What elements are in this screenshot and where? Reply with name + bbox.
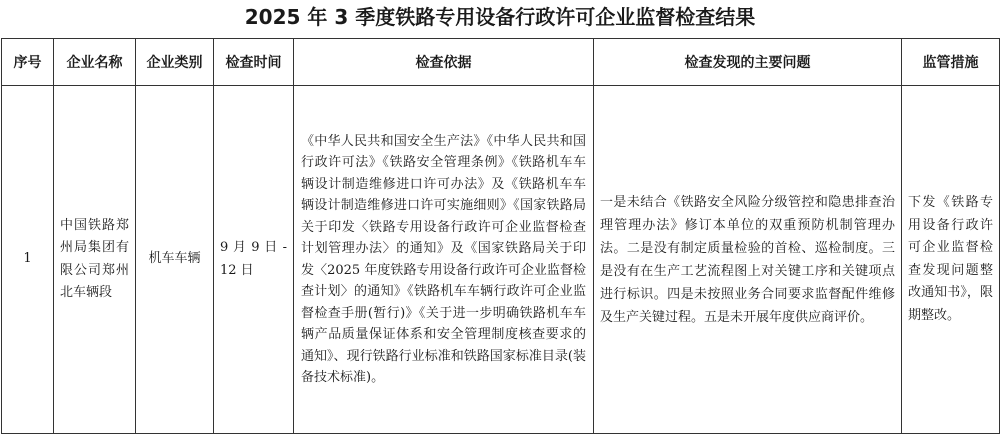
table-row: [2, 86, 1000, 434]
cell-company: 中国铁路郑州局集团有限公司郑州北车辆段: [54, 86, 136, 434]
header-company: 企业名称: [54, 39, 136, 86]
header-category: 企业类别: [136, 39, 214, 86]
cell-measures: 下发《铁路专用设备行政许可企业监督检查发现问题整改通知书》，限期整改。: [902, 86, 1000, 434]
cell-time: 9 月 9 日 -12 日: [214, 86, 294, 434]
header-time: 检查时间: [214, 39, 294, 86]
header-issues: 检查发现的主要问题: [594, 39, 902, 86]
cell-category: 机车车辆: [136, 86, 214, 434]
header-measures: 监管措施: [902, 39, 1000, 86]
cell-index: 1: [2, 86, 54, 434]
cell-issues: 一是未结合《铁路安全风险分级管控和隐患排查治理管理办法》修订本单位的双重预防机制管理办法。二是没有制定质量检验的首检、巡检制度。三是没有在生产工艺流程图上对关键工序和关键项点进行标识。四是未按照业务合同要求监督配件维修及生产关键过程。五是未开展年度供应商评价。: [594, 86, 902, 434]
header-index: 序号: [2, 39, 54, 86]
header-basis: 检查依据: [294, 39, 594, 86]
table-header-row: [2, 39, 1000, 86]
inspection-results-table: [1, 38, 1000, 434]
cell-basis: 《中华人民共和国安全生产法》《中华人民共和国行政许可法》《铁路安全管理条例》《铁路机车车辆设计制造维修进口许可办法》及《铁路机车车辆设计制造维修进口许可实施细则》《国家铁路局关于印发〈铁路专用设备行政许可企业监督检查计划管理办法〉的通知》及《国家铁路局关于印发〈2025 年度铁路专用设备行政许可企业监督检查计划〉的通知》《铁路机车车辆行政许可企业监督检查手册(暂行)》《关于进一步明确铁路机车车辆产品质量保证体系和安全管理制度核查要求的通知》、现行铁路行业标准和铁路国家标准目录(装备技术标准)。: [294, 86, 594, 434]
page-title: 2025 年 3 季度铁路专用设备行政许可企业监督检查结果: [244, 5, 756, 29]
